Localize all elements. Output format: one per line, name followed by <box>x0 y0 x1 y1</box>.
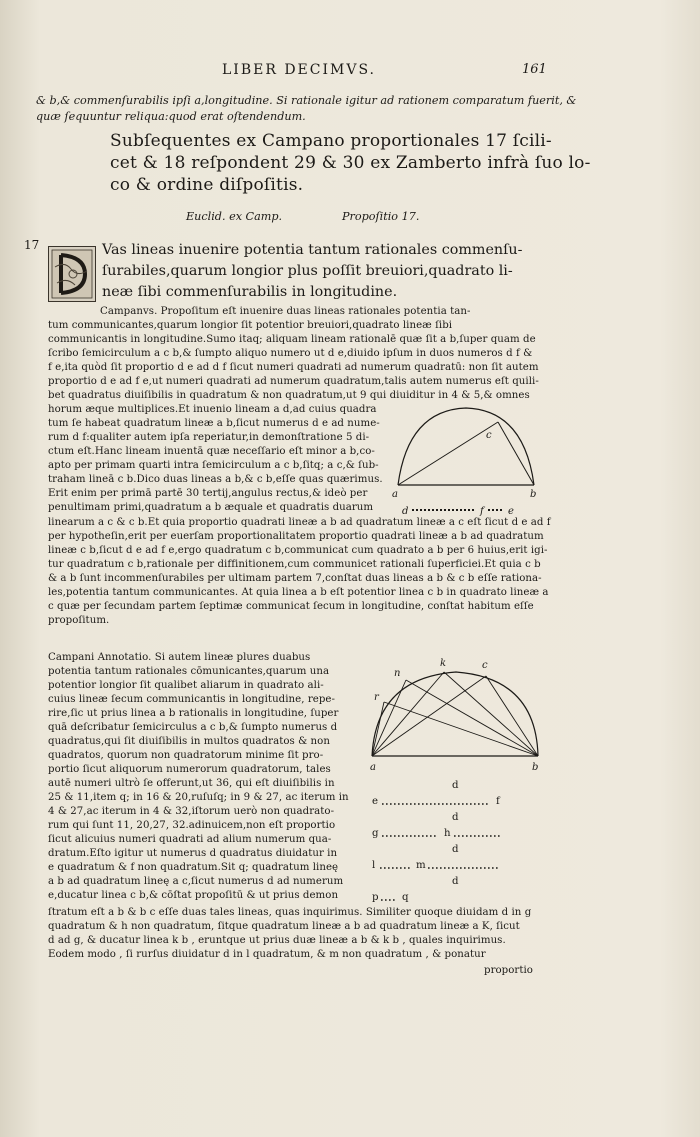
subsequentes-line: co & ordine diſpoſitis. <box>110 175 304 195</box>
proposition-line: Vas lineas inuenire potentia tantum rationales commenſu- <box>102 242 523 258</box>
number-line-e <box>382 801 492 807</box>
campanus-line-b: c quæ per ſecundam partem ſeptimæ communicat ſecum in longitudine, conſtat habitum eſſe <box>48 601 534 612</box>
campanus-line: bet quadratus diuiſibilis in quadratum & non quadratum,ut 9 qui diuiditur in 4 & 5,& omnes <box>48 390 530 401</box>
campanus-line: proportio d e ad f e,ut numeri quadrati ad numerum quadratum,talis autem numerus eſt quili- <box>48 376 539 387</box>
final-line: Eodem modo , ſi rurſus diuidatur d in l quadratum, & m non quadratum , & ponatur <box>48 949 486 960</box>
campanus-line: communicantis in longitudine.Sumo itaq; aliquam lineam rationalē quæ ſit a b,ſuper quam de <box>48 334 536 345</box>
campanus-line-b: les,potentia tantum communicantes. At quia linea a b eſt potentior linea c b in quadrato lineæ a <box>48 587 549 598</box>
campanus-wrap-line: rum d f:qualiter autem ipſa reperiatur,in demonſtratione 5 di- <box>48 432 370 443</box>
number-row-right: q <box>402 892 409 903</box>
running-head-title: LIBER DECIMVS. <box>222 62 376 78</box>
figure-semicircle-2 <box>364 656 554 776</box>
campanus-wrap-line: tum ſe habeat quadratum lineæ a b,ſicut numerus d e ad nume- <box>48 418 380 429</box>
fig1-label-f: f <box>480 506 484 517</box>
annotatio-line: a b ad quadratum lineę a c,ſicut numerus d ad numerum <box>48 876 344 887</box>
annotatio-line: e,ducatur linea c b,& cōſtat propoſitū & ut prius demon <box>48 890 339 901</box>
fig1-label-e: e <box>508 506 514 517</box>
proposition-line: ſurabiles,quarum longior plus poſſit breuiori,quadrato li- <box>102 263 513 279</box>
number-row-right: m <box>416 860 426 871</box>
campanus-wrap-line: Erit enim per primā partē 30 tertij,angulus rectus,& ideò per <box>48 488 368 499</box>
campanus-wrap-line: penultimam primi,quadratum a b æquale et quadratis duarum <box>48 502 374 513</box>
fig1-label-b: b <box>530 489 537 500</box>
annotatio-line: cuius lineæ ſecum communicantis in longitudine, repe- <box>48 694 335 705</box>
number-line-p <box>381 897 401 903</box>
final-line: quadratum & h non quadratum, ſitque quadratum lineæ a b ad quadratum lineæ a K, ſicut <box>48 921 520 932</box>
number-row-left: g <box>372 828 379 839</box>
fig1-label-c: c <box>486 430 492 441</box>
proposition-line: neæ ſibi commenſurabilis in longitudine. <box>102 284 398 300</box>
figure-semicircle-1 <box>388 400 548 520</box>
intro-line: & b,& commenſurabilis ipſi a,longitudine. Si rationale igitur ad rationem comparatum fuerit, & <box>36 94 577 107</box>
number-row: d <box>452 812 459 823</box>
campanus-line-b: propoſitum. <box>48 615 110 626</box>
number-row-left: l <box>372 860 376 871</box>
campanus-line-b: per hypotheſin,erit per euerſam proportionalitatem proportio quadrati lineæ a b ad quadratum <box>48 531 544 542</box>
annotatio-line: ſicut alicuius numeri quadrati ad alium numerum qua- <box>48 834 332 845</box>
campanus-line: ſcribo ſemicirculum a c b,& ſumpto aliquo numero ut d e,diuido ipſum in duos numeros d f & <box>48 348 533 359</box>
annotatio-line: potentior longior ſit qualibet aliarum in quadrato ali- <box>48 680 324 691</box>
number-row-left: p <box>372 892 379 903</box>
margin-number: 17 <box>24 238 40 252</box>
campanus-line-b: lineæ c b,ſicut d e ad f e,ergo quadratum c b,communicat cum quadrato a b per 6 huius,erit igi- <box>48 545 548 556</box>
annotatio-line: 25 & 11,item q; in 16 & 20,ruſuſq; in 9 & 27, ac iterum in <box>48 792 349 803</box>
number-line-g <box>382 833 442 839</box>
fig2-label-c: c <box>482 660 488 671</box>
annotatio-line: quadratus,qui ſit diuiſibilis in multos quadratos & non <box>48 736 330 747</box>
initial-ornament-icon <box>49 247 95 301</box>
annotatio-line: autē numeri ultrò ſe offerunt,ut 36, qui eſt diuiſibilis in <box>48 778 335 789</box>
annotatio-line: Campani Annotatio. Si autem lineæ plures duabus <box>48 652 311 663</box>
campanus-wrap-line: apto per primam quarti intra ſemicirculum a c b,ſitq; a c,& ſub- <box>48 460 379 471</box>
annotatio-line: 4 & 27,ac iterum in 4 & 32,iſtorum uerò non quadrato- <box>48 806 335 817</box>
number-line-l <box>380 865 414 871</box>
final-line: d ad g, & ducatur linea k b , eruntque ut prius duæ lineæ a b & k b , quales inquirimus. <box>48 935 506 946</box>
number-line-h <box>454 833 504 839</box>
campanus-wrap-line: horum æque multiplices.Et inuenio lineam a d,ad cuius quadra <box>48 404 377 415</box>
fig2-label-a: a <box>370 762 376 773</box>
number-line-m <box>428 865 502 871</box>
fig2-label-b: b <box>532 762 539 773</box>
fig1-label-d: d <box>402 506 409 517</box>
annotatio-line: e quadratum & f non quadratum.Sit q; quadratum lineę <box>48 862 339 873</box>
number-row-left: e <box>372 796 379 807</box>
campanus-line-b: tur quadratum c b,rationale per diffinitionem,cum communicet rationali ſuperficiei.Et quia c b <box>48 559 541 570</box>
fig2-label-n: n <box>394 668 401 679</box>
fig1-label-a: a <box>392 489 398 500</box>
final-line: ſtratum eſt a b & b c eſſe duas tales lineas, quas inquirimus. Similiter quoque diuidam d in g <box>48 907 532 918</box>
intro-line: quæ ſequuntur reliqua:quod erat oſtendendum. <box>36 110 306 123</box>
campanus-wrap-line: ctum eſt.Hanc lineam inuentā quæ neceſſario eſt minor a b,co- <box>48 446 375 457</box>
campanus-line-b: linearum a c & c b.Et quia proportio quadrati lineæ a b ad quadratum lineæ a c eſt ſicut d e ad f <box>48 517 551 528</box>
annotatio-line: portio ſicut aliquorum numerorum quadratorum, tales <box>48 764 331 775</box>
campanus-line: tum communicantes,quarum longior ſit potentior breuiori,quadrato lineæ ſibi <box>48 320 453 331</box>
number-row: d <box>452 876 459 887</box>
number-row: d <box>452 844 459 855</box>
page-number: 161 <box>522 62 547 77</box>
fig2-label-k: k <box>440 658 447 669</box>
annotatio-line: quadratos, quorum non quadratorum minime ſit pro- <box>48 750 324 761</box>
annotatio-line: quā deſcribatur ſemicirculus a c b,& ſumpto numerus d <box>48 722 338 733</box>
campanus-wrap-line: traham lineā c b.Dico duas lineas a b,& c b,eſſe quas quærimus. <box>48 474 383 485</box>
annotatio-line: rum qui ſunt 11, 20,27, 32.adinuicem,non eſt proportio <box>48 820 336 831</box>
fig2-label-r: r <box>374 692 379 703</box>
campanus-line: Campanvs. Propoſitum eſt inuenire duas lineas rationales potentia tan- <box>100 306 471 317</box>
number-row-right: h <box>444 828 451 839</box>
prop-heading-left: Euclid. ex Camp. <box>186 210 283 223</box>
number-row-right: f <box>496 796 500 807</box>
prop-heading-right: Propoſitio 17. <box>342 210 420 223</box>
annotatio-line: potentia tantum rationales cōmunicantes,quarum una <box>48 666 330 677</box>
number-row: d <box>452 780 459 791</box>
annotatio-line: dratum.Eſto igitur ut numerus d quadratus diuidatur in <box>48 848 338 859</box>
campanus-line-b: & a b ſunt incommenſurabiles per ultimam partem 7,conſtat duas lineas a b & c b eſſe rationa- <box>48 573 542 584</box>
subsequentes-line: cet & 18 reſpondent 29 & 30 ex Zamberto infrà ſuo lo- <box>110 153 591 173</box>
subsequentes-line: Subſequentes ex Campano proportionales 17 ſcili- <box>110 131 552 151</box>
catchword: proportio <box>484 965 533 976</box>
campanus-line: f e,ita quòd ſit proportio d e ad d f ſicut numeri quadrati ad numerum quadratū: non ſit autem <box>48 362 539 373</box>
annotatio-line: rire,ſic ut prius linea a b rationalis in longitudine, ſuper <box>48 708 339 719</box>
decorated-initial <box>48 246 96 302</box>
